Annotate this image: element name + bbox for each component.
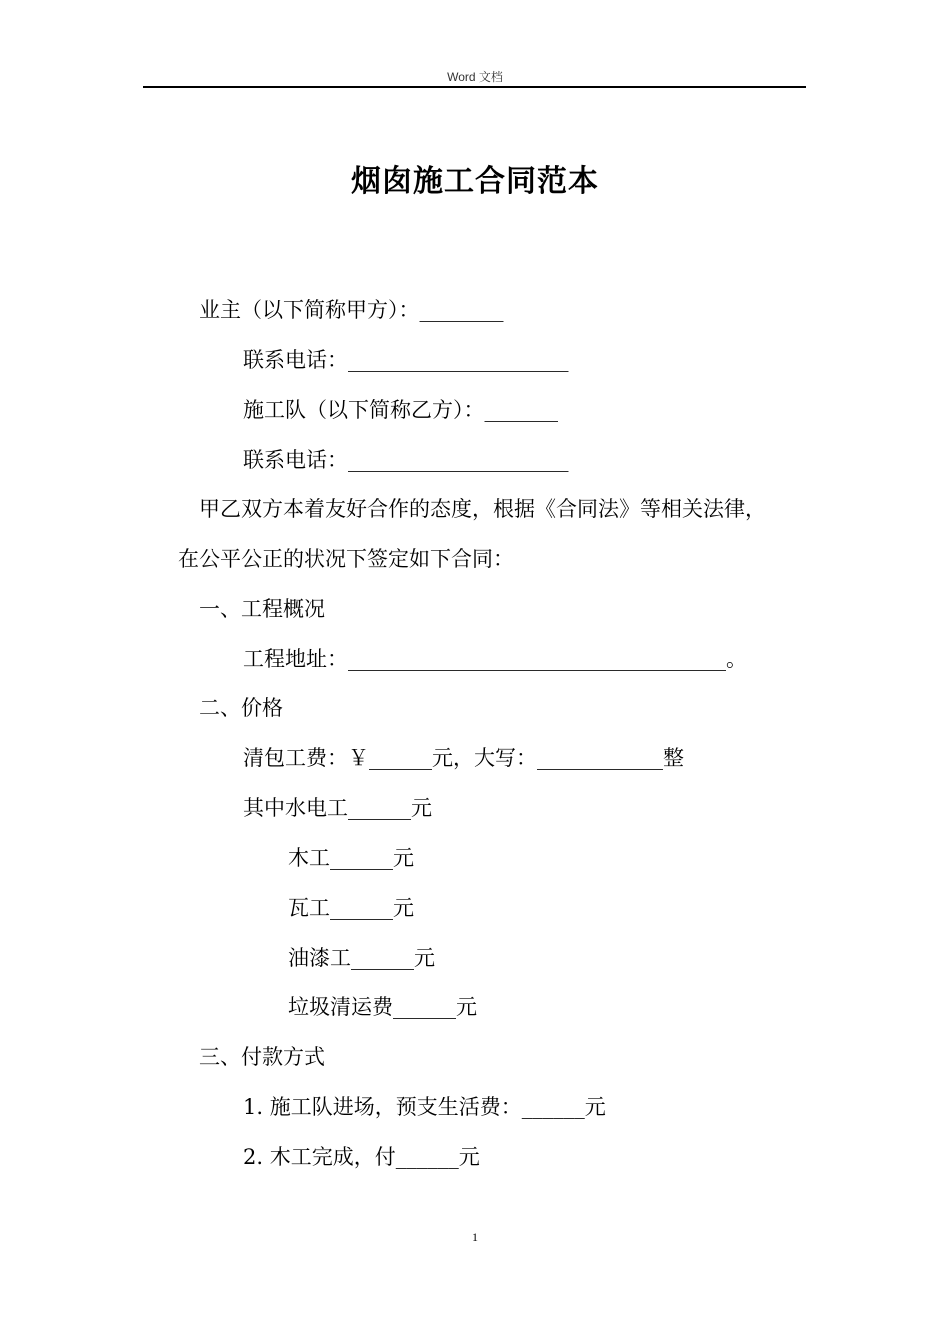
project-address-line: 工程地址：____________________________________。 bbox=[243, 647, 747, 671]
section-heading-price: 二、价格 bbox=[199, 696, 283, 720]
section-heading-overview: 一、工程概况 bbox=[199, 597, 325, 621]
intro-paragraph-line-1: 甲乙双方本着友好合作的态度，根据《合同法》等相关法律， bbox=[199, 497, 766, 521]
party-a-line: 业主（以下简称甲方）：________ bbox=[199, 298, 504, 322]
document-title: 烟囱施工合同范本 bbox=[351, 164, 599, 199]
page-number: 1 bbox=[472, 1230, 478, 1244]
header-rule bbox=[143, 86, 806, 88]
party-b-phone-line: 联系电话：_____________________ bbox=[243, 448, 569, 472]
intro-paragraph-line-2: 在公平公正的状况下签定如下合同： bbox=[178, 547, 514, 571]
payment-item-1: 1. 施工队进场，预支生活费：______元 bbox=[243, 1095, 606, 1119]
masonry-fee-line: 瓦工______元 bbox=[288, 896, 414, 920]
carpentry-fee-line: 木工______元 bbox=[288, 846, 414, 870]
waste-removal-fee-line: 垃圾清运费______元 bbox=[288, 995, 477, 1019]
labor-fee-line: 清包工费：￥______元，大写：____________整 bbox=[243, 746, 684, 770]
payment-item-2: 2. 木工完成，付______元 bbox=[243, 1145, 480, 1169]
electrician-fee-line: 其中水电工______元 bbox=[243, 796, 432, 820]
painting-fee-line: 油漆工______元 bbox=[288, 946, 435, 970]
section-heading-payment: 三、付款方式 bbox=[199, 1045, 325, 1069]
party-b-line: 施工队（以下简称乙方）：_______ bbox=[243, 398, 558, 422]
party-a-phone-line: 联系电话：_____________________ bbox=[243, 348, 569, 372]
header-text: Word 文档 bbox=[447, 70, 503, 84]
